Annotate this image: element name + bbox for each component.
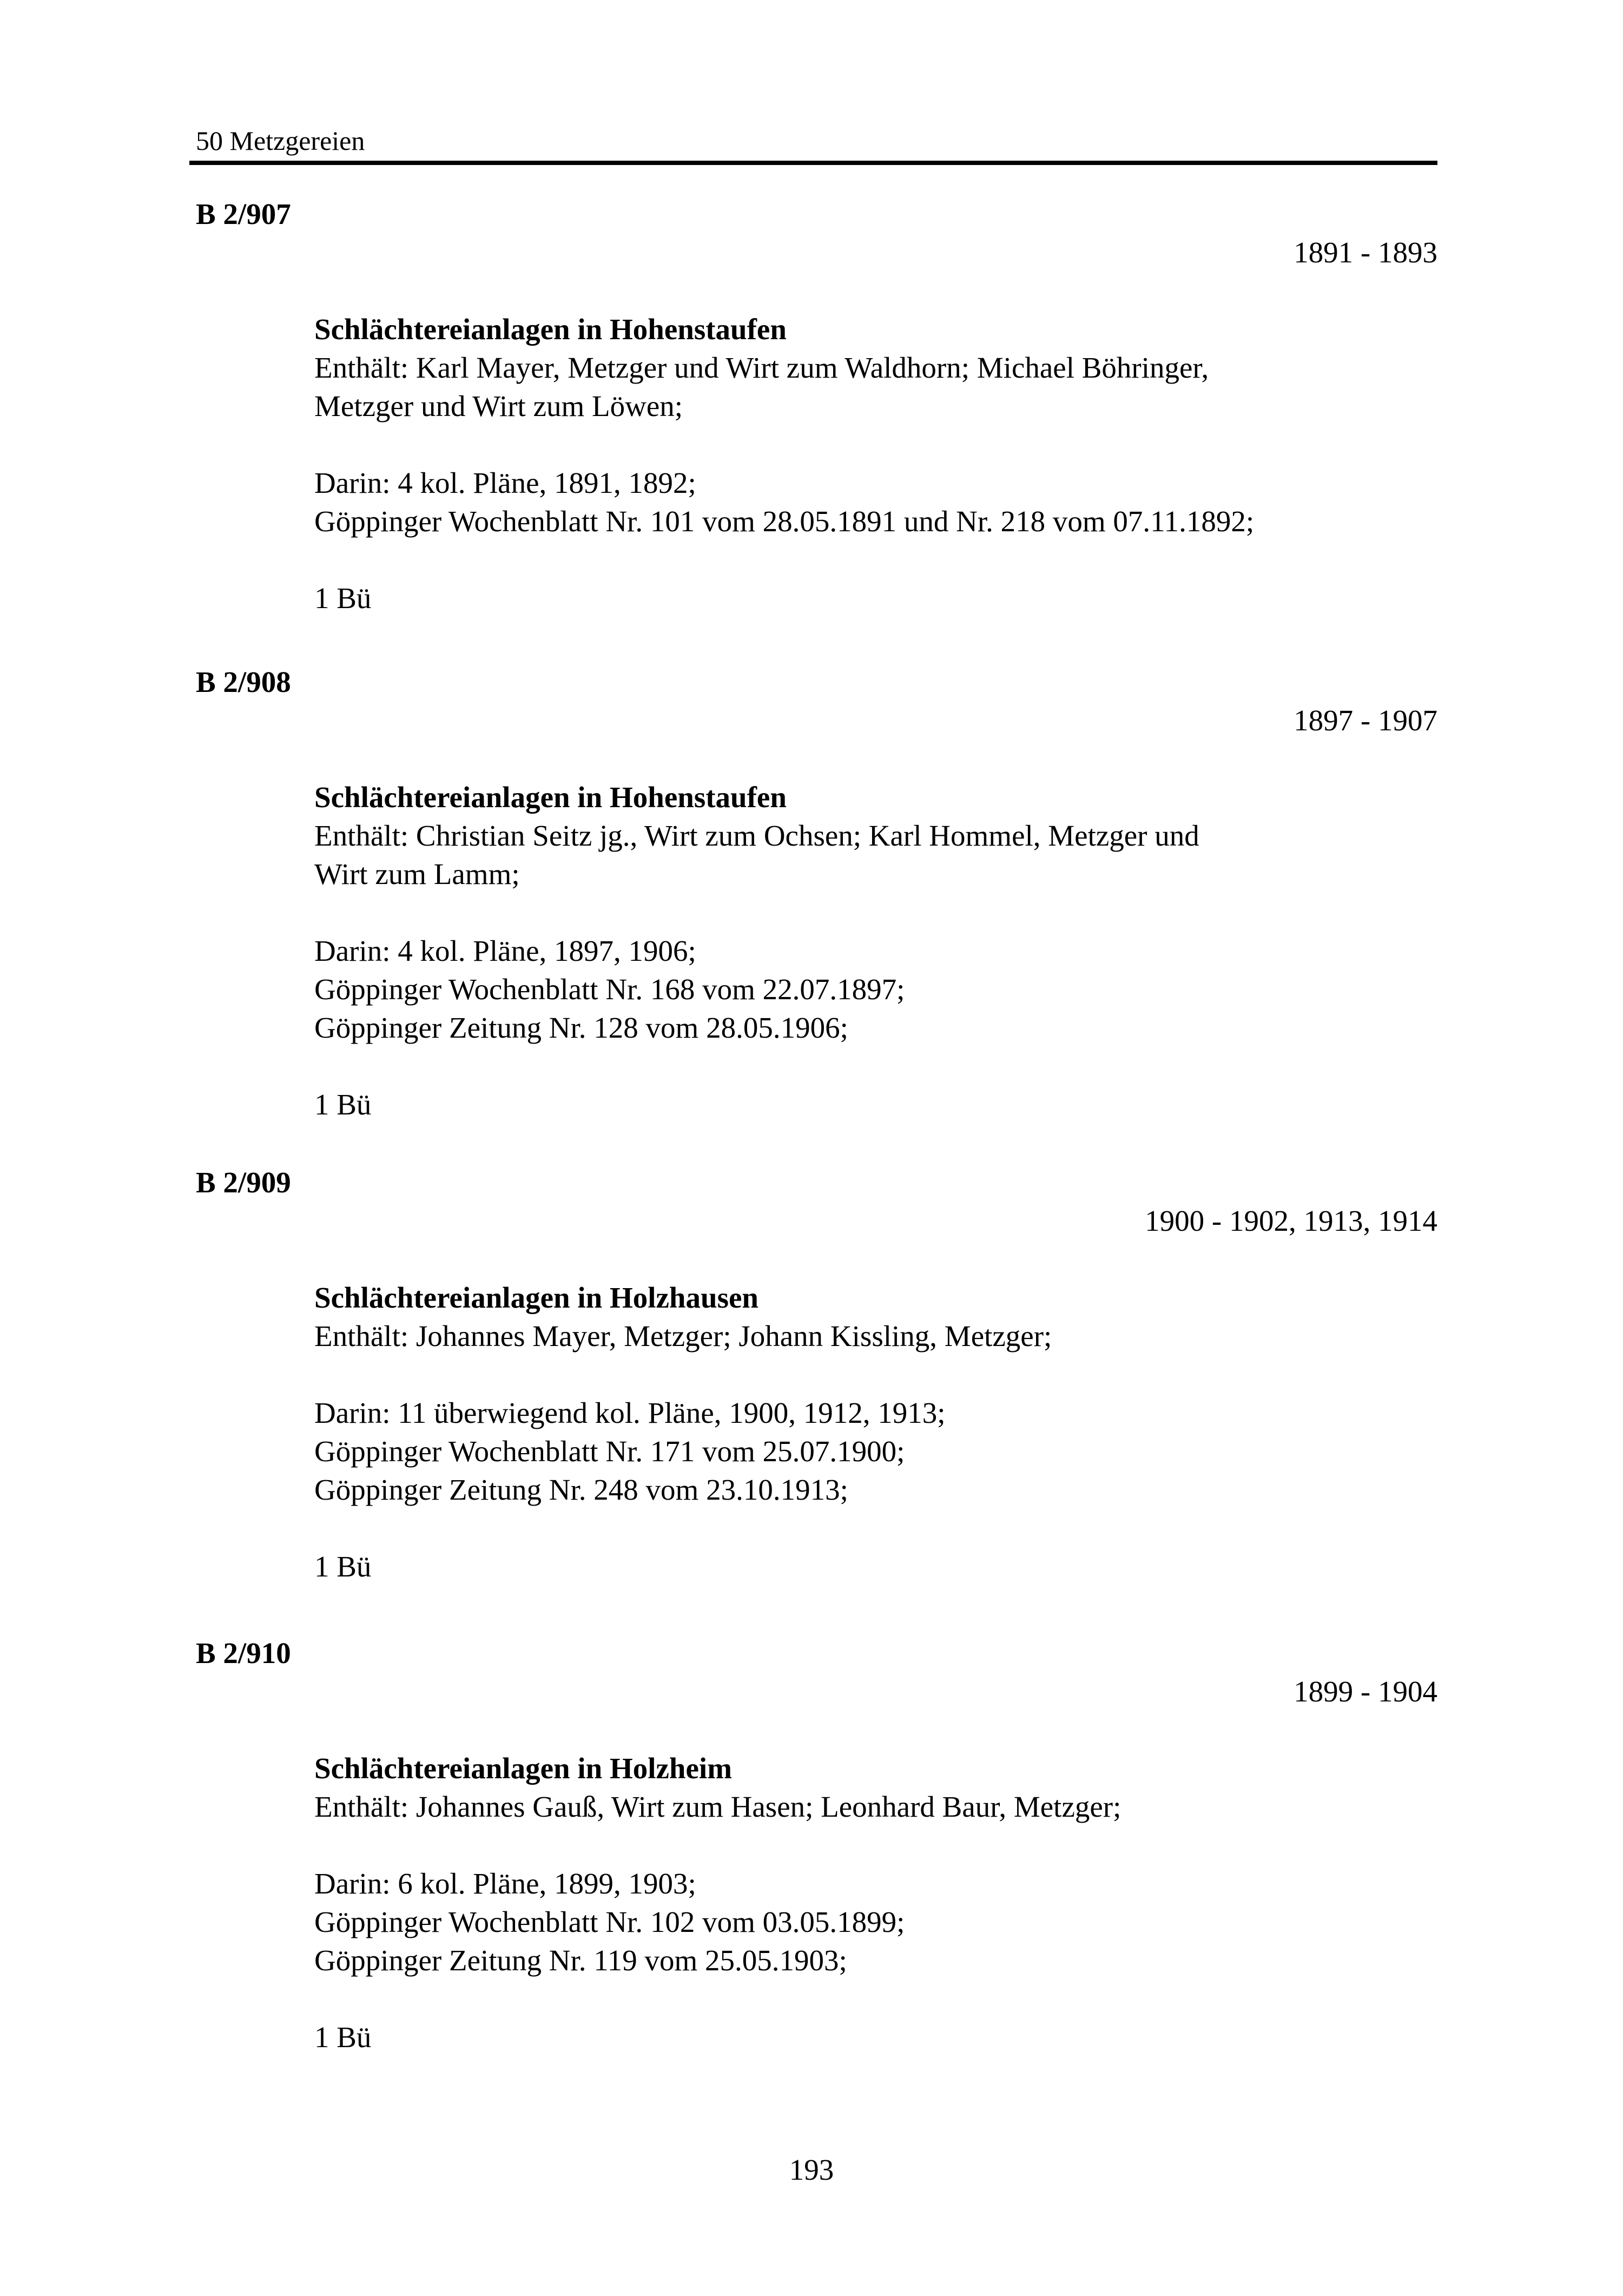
- blank-line: [314, 540, 1437, 579]
- entry-id: B 2/910: [196, 1637, 291, 1670]
- entry-darin-line: Göppinger Wochenblatt Nr. 101 vom 28.05.1891 und Nr. 218 vom 07.11.1892;: [314, 505, 1255, 538]
- blank-line: [196, 740, 1437, 778]
- entry-darin-line: Darin: 6 kol. Pläne, 1899, 1903;: [314, 1867, 696, 1900]
- entry-darin-line: Göppinger Zeitung Nr. 128 vom 28.05.1906;: [314, 1011, 848, 1044]
- blank-line: [314, 1826, 1437, 1864]
- entry-darin-line: Göppinger Wochenblatt Nr. 168 vom 22.07.1897;: [314, 973, 905, 1006]
- entry-darin-line: Göppinger Zeitung Nr. 119 vom 25.05.1903;: [314, 1944, 847, 1977]
- blank-line: [196, 1711, 1437, 1749]
- entry-body: [196, 1749, 1437, 2056]
- entry-id: B 2/907: [196, 197, 291, 230]
- entry-contains-line: Enthält: Karl Mayer, Metzger und Wirt zum Waldhorn; Michael Böhringer,: [314, 351, 1209, 384]
- entry-darin-line: Göppinger Wochenblatt Nr. 102 vom 03.05.1899;: [314, 1905, 905, 1938]
- entry-contains-line: Enthält: Johannes Gauß, Wirt zum Hasen; Leonhard Baur, Metzger;: [314, 1790, 1121, 1823]
- entry-title: Schlächtereianlagen in Hohenstaufen: [314, 781, 787, 814]
- entry-date-range: 1891 - 1893: [1294, 236, 1437, 269]
- blank-line: [196, 1240, 1437, 1278]
- entry-title: Schlächtereianlagen in Hohenstaufen: [314, 313, 787, 346]
- entry-id: B 2/908: [196, 665, 291, 698]
- blank-line: [314, 893, 1437, 932]
- entry-title: Schlächtereianlagen in Holzhausen: [314, 1281, 758, 1314]
- blank-line: [314, 425, 1437, 464]
- entry-contains-line: Metzger und Wirt zum Löwen;: [314, 390, 683, 423]
- entry-body: [196, 1278, 1437, 1586]
- entry-id: B 2/909: [196, 1166, 291, 1199]
- archive-entry-b2-909: [196, 1163, 1437, 1586]
- entry-contains-line: Enthält: Christian Seitz jg., Wirt zum Ochsen; Karl Hommel, Metzger und: [314, 819, 1199, 852]
- archive-entry-b2-910: [196, 1634, 1437, 2056]
- archive-entry-b2-908: [196, 663, 1437, 1124]
- entry-contains-line: Wirt zum Lamm;: [314, 857, 520, 890]
- entry-extent: 1 Bü: [314, 582, 372, 615]
- entry-darin-line: Göppinger Zeitung Nr. 248 vom 23.10.1913;: [314, 1473, 848, 1506]
- blank-line: [196, 272, 1437, 310]
- entry-date-range: 1900 - 1902, 1913, 1914: [1145, 1204, 1437, 1237]
- entry-body: [196, 310, 1437, 617]
- blank-line: [314, 1355, 1437, 1394]
- entry-extent: 1 Bü: [314, 1088, 372, 1121]
- entry-darin-line: Darin: 4 kol. Pläne, 1897, 1906;: [314, 934, 696, 967]
- entry-date-range: 1897 - 1907: [1294, 704, 1437, 737]
- header-rule: [189, 161, 1437, 165]
- blank-line: [314, 1980, 1437, 2018]
- entry-extent: 1 Bü: [314, 1550, 372, 1583]
- entry-extent: 1 Bü: [314, 2021, 372, 2054]
- entry-darin-line: Darin: 11 überwiegend kol. Pläne, 1900, 1912, 1913;: [314, 1396, 946, 1429]
- entry-body: [196, 778, 1437, 1124]
- page-number: 193: [789, 2153, 834, 2186]
- blank-line: [314, 1047, 1437, 1085]
- entry-darin-line: Göppinger Wochenblatt Nr. 171 vom 25.07.1900;: [314, 1435, 905, 1468]
- entry-title: Schlächtereianlagen in Holzheim: [314, 1752, 733, 1785]
- entry-darin-line: Darin: 4 kol. Pläne, 1891, 1892;: [314, 466, 696, 499]
- running-header: 50 Metzgereien: [196, 126, 365, 156]
- blank-line: [314, 1509, 1437, 1547]
- archive-entry-b2-907: [196, 195, 1437, 617]
- entry-contains-line: Enthält: Johannes Mayer, Metzger; Johann Kissling, Metzger;: [314, 1319, 1052, 1352]
- entry-date-range: 1899 - 1904: [1294, 1675, 1437, 1708]
